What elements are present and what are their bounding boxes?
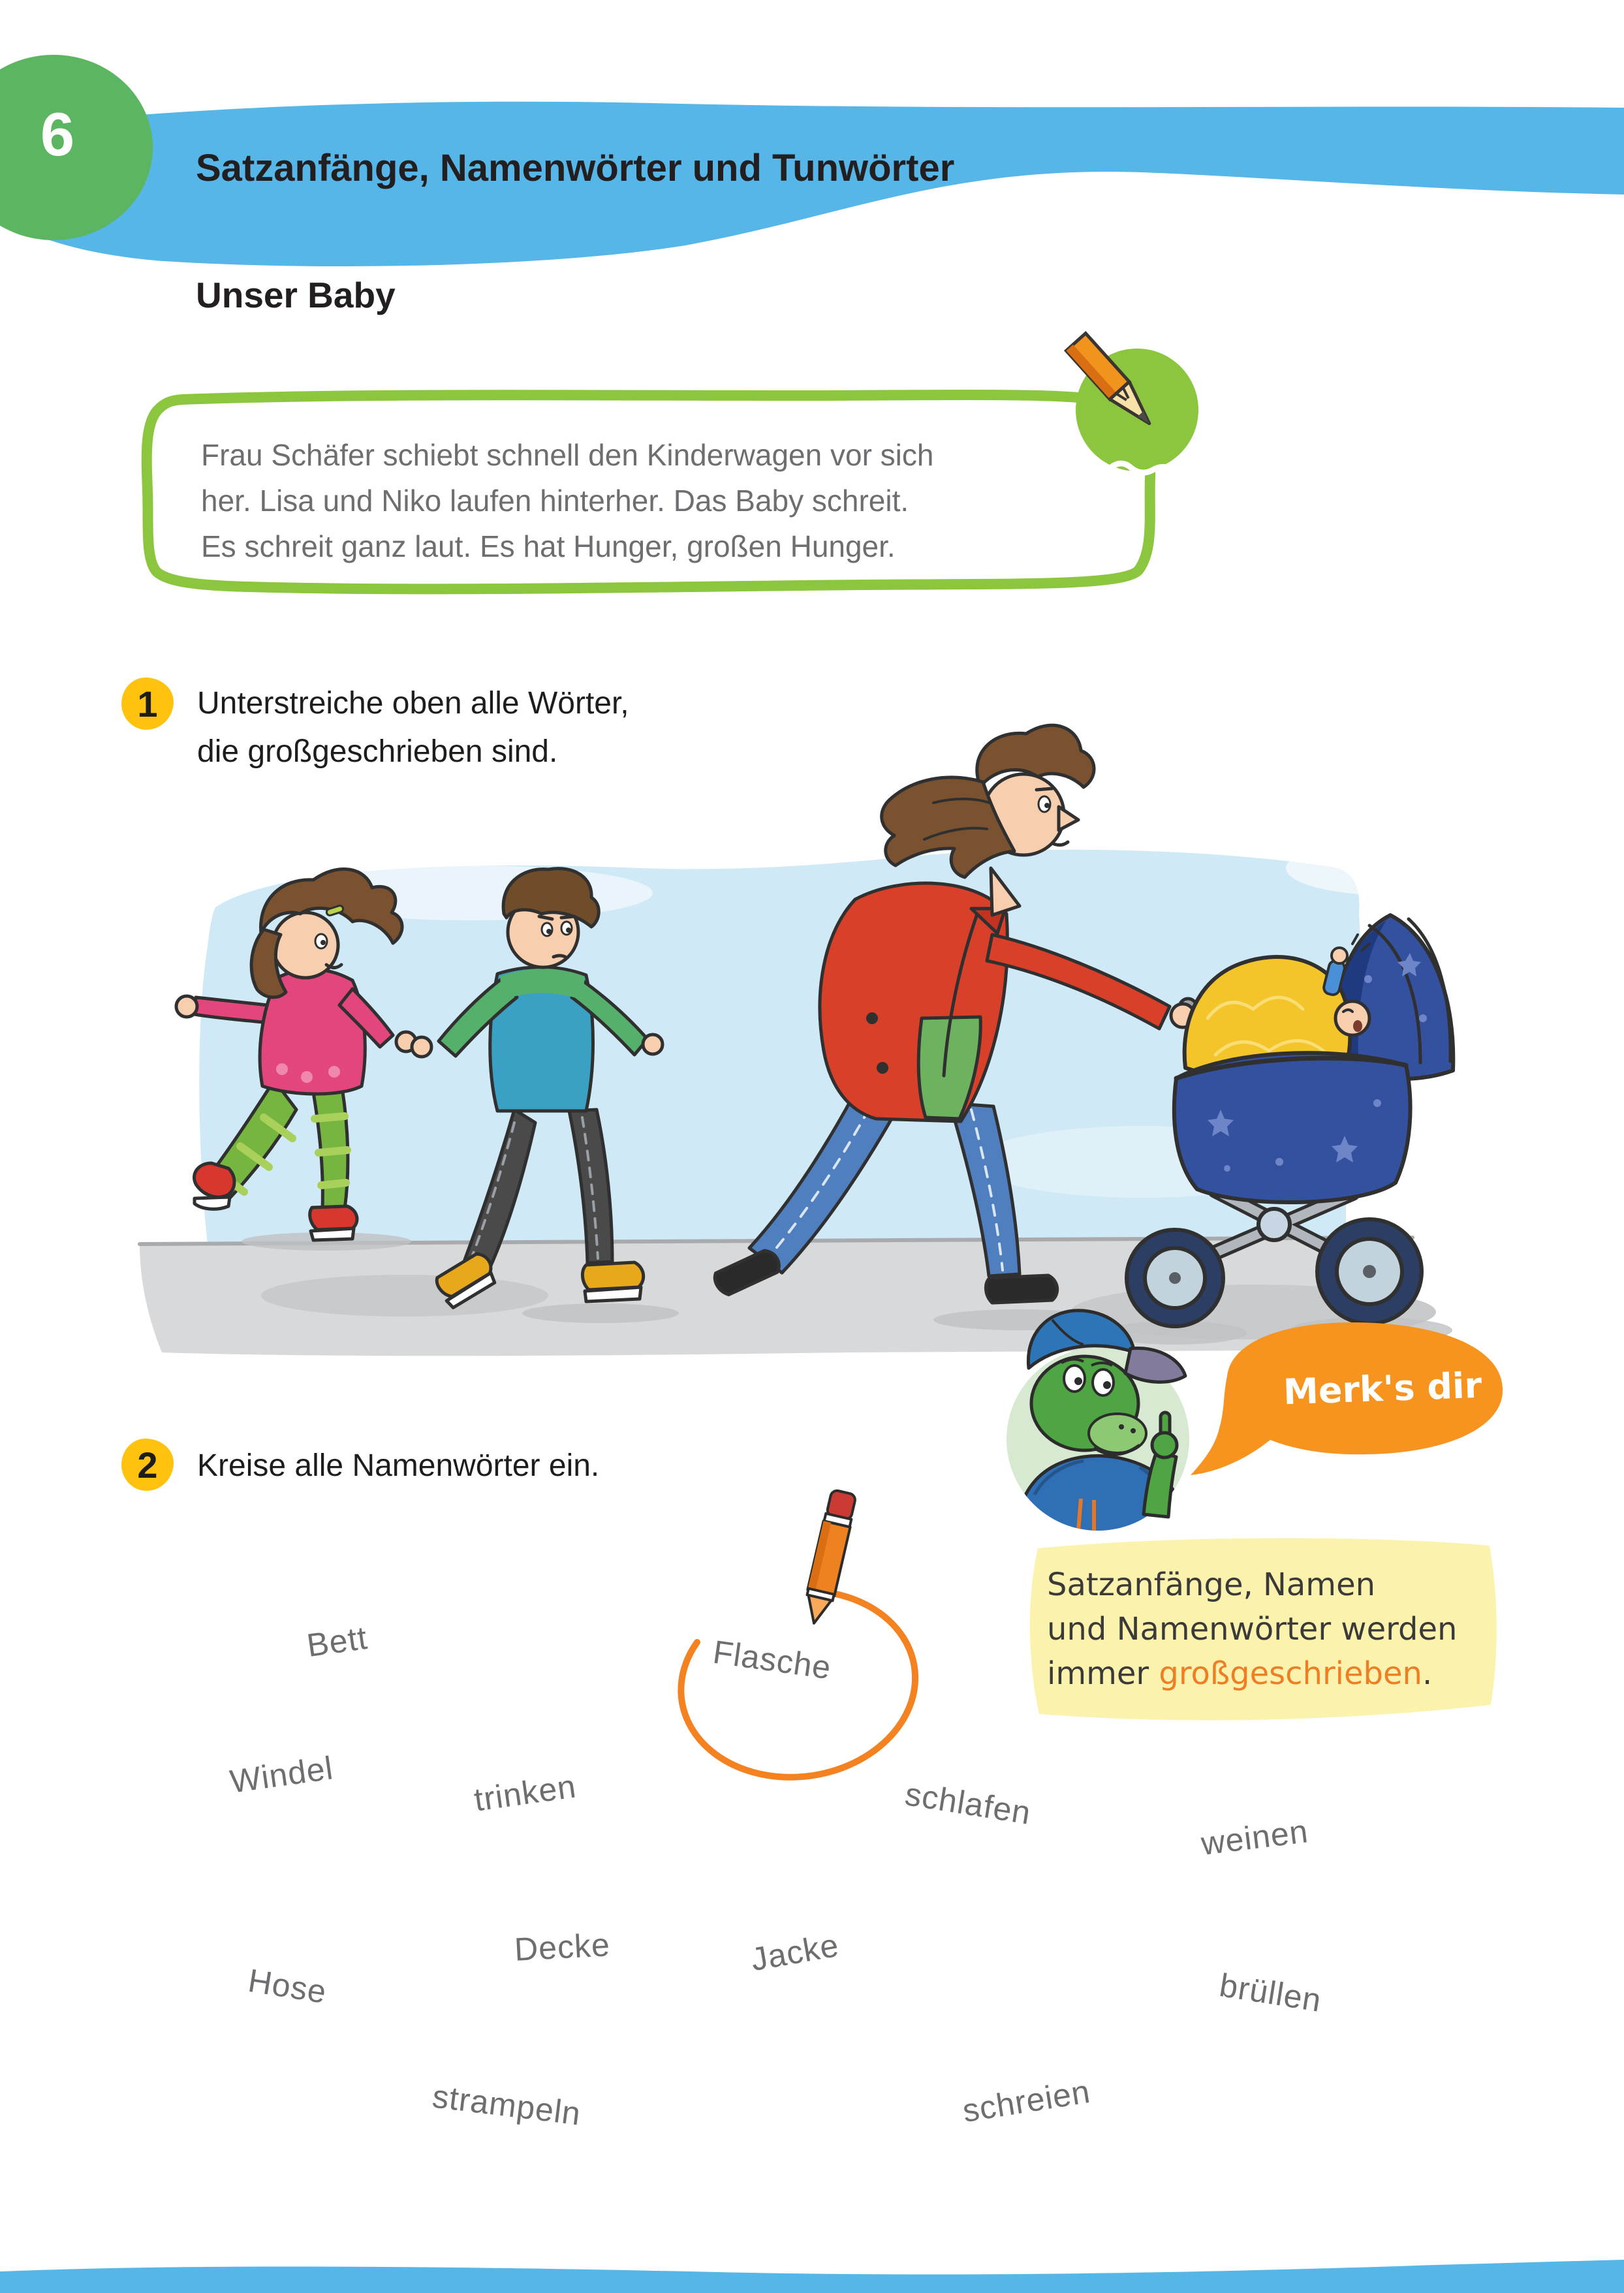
story-line: Es schreit ganz laut. Es hat Hunger, großen Hunger.: [201, 529, 896, 563]
mascot-speech-text: Merk's dir: [1282, 1364, 1483, 1413]
family-walk-illustration: [140, 725, 1495, 1356]
word-item: weinen: [1199, 1813, 1311, 1862]
story-line: her. Lisa und Niko laufen hinterher. Das Baby schreit.: [201, 484, 909, 518]
pram-wheel-left: [1127, 1230, 1223, 1326]
page-title: Unser Baby: [196, 275, 396, 315]
story-line: Frau Schäfer schiebt schnell den Kinderwagen vor sich: [201, 438, 934, 472]
exercise2-instruction-line1: Kreise alle Namenwörter ein.: [197, 1448, 600, 1483]
word-item: Jacke: [748, 1926, 842, 1978]
page-number: 6: [40, 100, 75, 168]
story-text: [201, 432, 934, 569]
exercise1-instruction-line2: die großgeschrieben sind.: [197, 734, 558, 769]
chapter-title: Satzanfänge, Namenwörter und Tunwörter: [196, 147, 955, 189]
rule-note-line3: [1047, 1651, 1457, 1696]
word-item: trinken: [471, 1768, 579, 1818]
word-item: strampeln: [430, 2078, 584, 2132]
word-item: schreien: [960, 2072, 1093, 2130]
exercise2-number: 2: [137, 1444, 158, 1486]
word-item: Flasche: [710, 1633, 834, 1687]
exercise1-instruction-line1: Unterstreiche oben alle Wörter,: [197, 686, 629, 721]
word-item: Bett: [304, 1619, 370, 1664]
word-item: schlafen: [902, 1775, 1034, 1832]
footer-band: [0, 2260, 1624, 2293]
exercise1-number: 1: [137, 683, 158, 725]
word-item: brüllen: [1217, 1967, 1324, 2019]
word-item: Hose: [245, 1961, 330, 2011]
pram-wheel-right: [1317, 1219, 1422, 1324]
word-item: Decke: [513, 1926, 612, 1968]
crayon-icon: [801, 1489, 858, 1626]
rule-note-line2: und Namenwörter werden: [1047, 1611, 1458, 1647]
flasche-circle-mark: [681, 1593, 915, 1777]
rule-note-highlight: großgeschrieben: [1159, 1655, 1422, 1692]
word-item: Windel: [227, 1749, 336, 1800]
rule-note-line1: Satzanfänge, Namen: [1047, 1567, 1376, 1603]
rule-note-line3-suffix: .: [1422, 1655, 1433, 1692]
rule-note: [1047, 1563, 1457, 1696]
rule-note-line3-prefix: immer: [1047, 1655, 1159, 1692]
